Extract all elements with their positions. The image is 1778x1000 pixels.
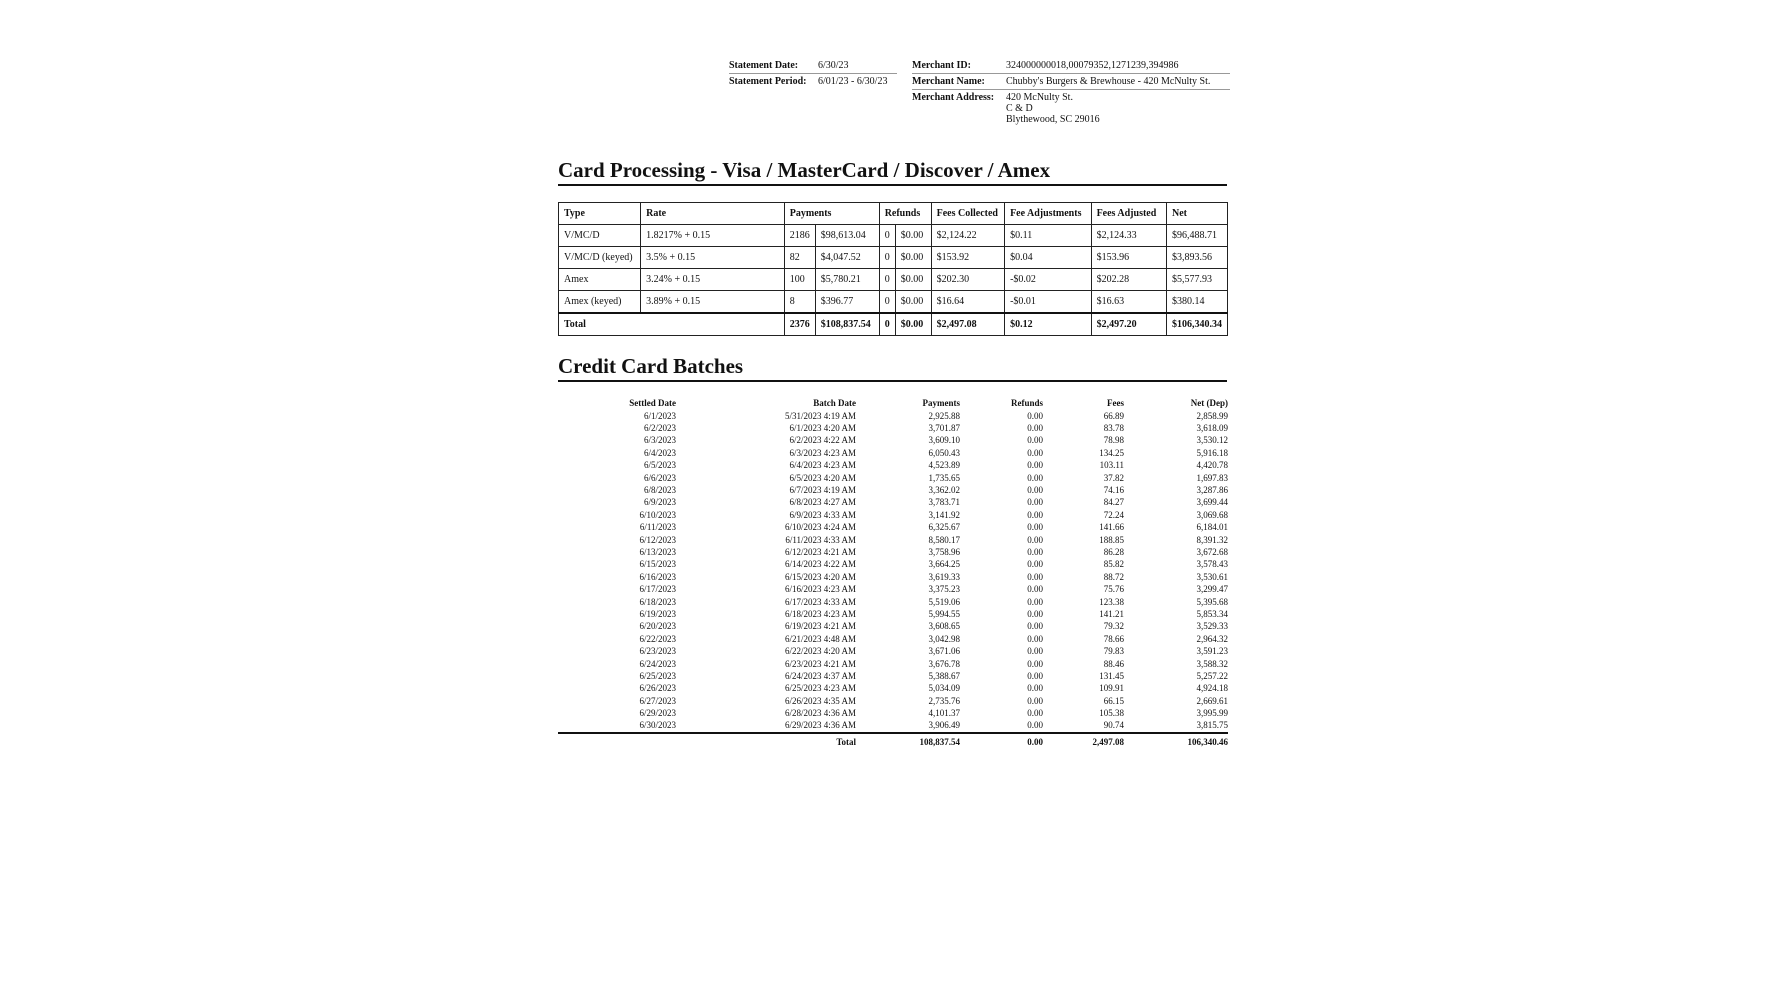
table-row <box>558 695 1228 707</box>
table-cell-settled-date: 6/24/2023 <box>639 658 676 669</box>
table-cell-refunds: 0.00 <box>1027 534 1043 545</box>
table-cell-net: $3,893.56 <box>1166 247 1227 269</box>
merchant-address-value <box>1006 92 1230 125</box>
table-cell-payments: 1,735.65 <box>928 472 960 483</box>
table-row <box>558 435 1228 447</box>
table-cell-net-dep: 3,530.61 <box>1196 571 1228 582</box>
total-cell-batch-date: Total <box>676 733 856 748</box>
table-row <box>558 720 1228 733</box>
table-row <box>558 633 1228 645</box>
column-header: Refunds <box>879 203 931 225</box>
table-cell-fees: 88.72 <box>1103 571 1124 582</box>
table-cell-rate: 1.8217% + 0.15 <box>641 225 785 247</box>
merchant-id-row <box>912 58 1230 74</box>
table-cell-batch-date: 6/11/2023 4:33 AM <box>785 534 856 545</box>
table-row <box>558 645 1228 657</box>
table-row <box>558 608 1228 620</box>
table-cell-net-dep: 2,964.32 <box>1196 633 1228 644</box>
column-header: Batch Date <box>813 398 856 408</box>
table-cell-payments: 6,050.43 <box>928 447 960 458</box>
table-cell-payments: 3,362.02 <box>928 485 960 496</box>
merchant-address-label: Merchant Address: <box>912 92 995 103</box>
table-cell-net-dep: 3,530.12 <box>1196 435 1228 446</box>
table-row <box>558 522 1228 534</box>
table-cell-batch-date: 6/24/2023 4:37 AM <box>784 670 856 681</box>
merchant-id-value: 324000000018,00079352,1271239,394986 <box>1006 60 1179 71</box>
table-cell-settled-date: 6/2/2023 <box>643 423 676 434</box>
table-cell-fees-collected: $153.92 <box>931 247 1004 269</box>
table-cell-ref-amount: $0.00 <box>895 225 931 247</box>
table-cell-net-dep: 1,697.83 <box>1196 472 1228 483</box>
table-cell-refunds: 0.00 <box>1027 608 1043 619</box>
table-cell-refunds: 0.00 <box>1027 584 1043 595</box>
table-cell-settled-date: 6/6/2023 <box>643 472 676 483</box>
table-cell-settled-date: 6/22/2023 <box>639 633 676 644</box>
merchant-address-row <box>912 90 1230 127</box>
column-header: Type <box>559 203 641 225</box>
table-cell-payments: 5,388.67 <box>928 670 960 681</box>
merchant-address-line: 420 McNulty St. <box>1006 92 1073 103</box>
table-cell-payments: 4,523.89 <box>928 460 960 471</box>
table-cell-type: Amex (keyed) <box>559 291 641 314</box>
table-cell-net-dep: 5,257.22 <box>1196 670 1228 681</box>
table-cell-payments: 3,619.33 <box>928 571 960 582</box>
table-header-row <box>558 398 1228 410</box>
table-cell-net-dep: 8,391.32 <box>1196 534 1228 545</box>
table-cell-fees-adjusted: $153.96 <box>1091 247 1166 269</box>
table-cell-fees: 83.78 <box>1103 423 1124 434</box>
table-cell-fees: 131.45 <box>1099 670 1124 681</box>
table-cell-fees: 75.76 <box>1103 584 1124 595</box>
table-cell-payments: 3,701.87 <box>928 423 960 434</box>
table-cell-settled-date: 6/5/2023 <box>643 460 676 471</box>
total-cell-fee-adjustments: $0.12 <box>1005 313 1091 336</box>
table-cell-payments: 6,325.67 <box>928 522 960 533</box>
table-cell-pay-amount: $98,613.04 <box>815 225 879 247</box>
table-cell-net-dep: 4,924.18 <box>1196 683 1228 694</box>
table-cell-net-dep: 3,591.23 <box>1196 646 1228 657</box>
table-cell-ref-amount: $0.00 <box>895 247 931 269</box>
table-cell-fees-collected: $202.30 <box>931 269 1004 291</box>
credit-card-batches-title: Credit Card Batches <box>558 354 1227 382</box>
table-cell-fees: 123.38 <box>1099 596 1124 607</box>
table-cell-rate: 3.89% + 0.15 <box>641 291 785 314</box>
table-cell-refunds: 0.00 <box>1027 670 1043 681</box>
table-cell-net-dep: 3,815.75 <box>1196 720 1228 731</box>
table-cell-net-dep: 2,858.99 <box>1196 410 1228 421</box>
table-cell-refunds: 0.00 <box>1027 559 1043 570</box>
total-label: Total <box>559 313 785 336</box>
table-cell-fees: 88.46 <box>1103 658 1124 669</box>
table-cell-fees: 141.21 <box>1099 608 1124 619</box>
table-row <box>558 596 1228 608</box>
table-row <box>558 583 1228 595</box>
table-cell-net-dep: 3,618.09 <box>1196 423 1228 434</box>
statement-info <box>729 58 897 89</box>
table-cell-batch-date: 6/29/2023 4:36 AM <box>784 720 856 731</box>
table-row <box>558 497 1228 509</box>
table-cell-fees: 105.38 <box>1099 708 1124 719</box>
table-cell-payments: 3,758.96 <box>928 546 960 557</box>
card-processing-table <box>558 202 1228 336</box>
table-cell-fees: 79.83 <box>1103 646 1124 657</box>
card-processing-title: Card Processing - Visa / MasterCard / Discover / Amex <box>558 158 1227 186</box>
table-row <box>558 621 1228 633</box>
table-cell-settled-date: 6/16/2023 <box>639 571 676 582</box>
table-cell-refunds: 0.00 <box>1027 683 1043 694</box>
table-row <box>558 571 1228 583</box>
table-cell-payments: 3,906.49 <box>928 720 960 731</box>
table-cell-refunds: 0.00 <box>1027 435 1043 446</box>
table-cell-fees-adjusted: $202.28 <box>1091 269 1166 291</box>
table-cell-batch-date: 6/17/2023 4:33 AM <box>784 596 856 607</box>
total-cell-pay-amount: $108,837.54 <box>815 313 879 336</box>
table-row <box>558 707 1228 719</box>
table-cell-net-dep: 3,699.44 <box>1196 497 1228 508</box>
column-header: Payments <box>922 398 960 408</box>
table-row <box>558 546 1228 558</box>
table-cell-settled-date: 6/25/2023 <box>639 670 676 681</box>
table-cell-refunds: 0.00 <box>1027 546 1043 557</box>
column-header: Fees Collected <box>931 203 1004 225</box>
table-cell-ref-count: 0 <box>879 225 895 247</box>
table-cell-type: Amex <box>559 269 641 291</box>
table-cell-fees-collected: $2,124.22 <box>931 225 1004 247</box>
column-header: Fee Adjustments <box>1005 203 1091 225</box>
table-cell-net-dep: 3,529.33 <box>1196 621 1228 632</box>
table-cell-net: $5,577.93 <box>1166 269 1227 291</box>
table-cell-refunds: 0.00 <box>1027 658 1043 669</box>
table-cell-batch-date: 6/21/2023 4:48 AM <box>784 633 856 644</box>
table-cell-batch-date: 6/18/2023 4:23 AM <box>784 608 856 619</box>
table-cell-net-dep: 5,916.18 <box>1196 447 1228 458</box>
total-cell-net-dep: 106,340.46 <box>1124 733 1228 748</box>
table-row <box>558 658 1228 670</box>
table-cell-payments: 3,609.10 <box>928 435 960 446</box>
total-cell-ref-count: 0 <box>879 313 895 336</box>
table-cell-settled-date: 6/19/2023 <box>639 608 676 619</box>
table-cell-batch-date: 5/31/2023 4:19 AM <box>784 410 856 421</box>
table-row <box>559 247 1228 269</box>
table-cell-fees: 66.15 <box>1103 695 1124 706</box>
table-cell-fees: 86.28 <box>1103 546 1124 557</box>
total-cell-pay-count: 2376 <box>784 313 815 336</box>
table-cell-settled-date: 6/11/2023 <box>639 522 676 533</box>
table-cell-batch-date: 6/15/2023 4:20 AM <box>784 571 856 582</box>
table-cell-ref-count: 0 <box>879 291 895 314</box>
table-cell-settled-date: 6/1/2023 <box>643 410 676 421</box>
table-cell-fees: 141.66 <box>1099 522 1124 533</box>
table-cell-settled-date: 6/13/2023 <box>639 546 676 557</box>
merchant-name-label: Merchant Name: <box>912 76 985 87</box>
table-cell-batch-date: 6/5/2023 4:20 AM <box>789 472 856 483</box>
table-cell-settled-date: 6/10/2023 <box>639 509 676 520</box>
statement-date-label: Statement Date: <box>729 60 799 71</box>
table-cell-batch-date: 6/23/2023 4:21 AM <box>784 658 856 669</box>
table-cell-settled-date: 6/12/2023 <box>639 534 676 545</box>
merchant-address-line: C & D <box>1006 103 1033 114</box>
table-cell-settled-date: 6/29/2023 <box>639 708 676 719</box>
table-cell-refunds: 0.00 <box>1027 708 1043 719</box>
column-header: Settled Date <box>629 398 676 408</box>
table-total-row <box>559 313 1228 336</box>
table-cell-settled-date: 6/3/2023 <box>643 435 676 446</box>
table-row <box>559 269 1228 291</box>
table-cell-net-dep: 6,184.01 <box>1196 522 1228 533</box>
table-cell-pay-amount: $5,780.21 <box>815 269 879 291</box>
table-cell-net-dep: 3,995.99 <box>1196 708 1228 719</box>
table-cell-batch-date: 6/3/2023 4:23 AM <box>789 447 856 458</box>
table-cell-refunds: 0.00 <box>1027 720 1043 731</box>
table-cell-fees: 74.16 <box>1103 485 1124 496</box>
table-cell-payments: 3,042.98 <box>928 633 960 644</box>
table-cell-batch-date: 6/9/2023 4:33 AM <box>789 509 856 520</box>
table-row <box>558 472 1228 484</box>
table-cell-fees: 72.24 <box>1103 509 1124 520</box>
table-cell-pay-count: 8 <box>784 291 815 314</box>
table-cell-pay-amount: $4,047.52 <box>815 247 879 269</box>
table-cell-batch-date: 6/1/2023 4:20 AM <box>789 423 856 434</box>
table-cell-net-dep: 5,395.68 <box>1196 596 1228 607</box>
table-cell-fees: 78.66 <box>1103 633 1124 644</box>
table-cell-pay-count: 100 <box>784 269 815 291</box>
table-cell-ref-amount: $0.00 <box>895 269 931 291</box>
table-cell-refunds: 0.00 <box>1027 571 1043 582</box>
table-row <box>559 225 1228 247</box>
table-cell-settled-date: 6/27/2023 <box>639 695 676 706</box>
table-cell-batch-date: 6/26/2023 4:35 AM <box>784 695 856 706</box>
table-cell-batch-date: 6/12/2023 4:21 AM <box>784 546 856 557</box>
table-cell-refunds: 0.00 <box>1027 596 1043 607</box>
table-cell-pay-amount: $396.77 <box>815 291 879 314</box>
total-cell-fees-collected: $2,497.08 <box>931 313 1004 336</box>
statement-date-value: 6/30/23 <box>818 60 849 71</box>
statement-period-value: 6/01/23 - 6/30/23 <box>818 76 888 87</box>
table-cell-payments: 3,375.23 <box>928 584 960 595</box>
table-cell-type: V/MC/D <box>559 225 641 247</box>
table-cell-fees: 134.25 <box>1099 447 1124 458</box>
column-header: Net (Dep) <box>1190 398 1228 408</box>
column-header: Net <box>1166 203 1227 225</box>
table-cell-fees: 109.91 <box>1099 683 1124 694</box>
table-cell-type: V/MC/D (keyed) <box>559 247 641 269</box>
table-cell-fees: 79.32 <box>1103 621 1124 632</box>
column-header: Fees <box>1107 398 1124 408</box>
table-cell-net-dep: 3,287.86 <box>1196 485 1228 496</box>
table-row <box>558 670 1228 682</box>
statement-period-row <box>729 74 897 89</box>
table-cell-refunds: 0.00 <box>1027 646 1043 657</box>
table-cell-net-dep: 5,853.34 <box>1196 608 1228 619</box>
table-row <box>559 291 1228 314</box>
table-cell-payments: 8,580.17 <box>928 534 960 545</box>
table-cell-payments: 3,608.65 <box>928 621 960 632</box>
table-row <box>558 509 1228 521</box>
table-cell-net-dep: 3,672.68 <box>1196 546 1228 557</box>
table-cell-fees: 78.98 <box>1103 435 1124 446</box>
column-header: Refunds <box>1010 398 1043 408</box>
table-cell-settled-date: 6/15/2023 <box>639 559 676 570</box>
table-row <box>558 484 1228 496</box>
table-cell-batch-date: 6/28/2023 4:36 AM <box>784 708 856 719</box>
table-cell-ref-count: 0 <box>879 247 895 269</box>
table-cell-refunds: 0.00 <box>1027 633 1043 644</box>
table-cell-batch-date: 6/19/2023 4:21 AM <box>784 621 856 632</box>
table-cell-fees: 103.11 <box>1099 460 1124 471</box>
table-cell-batch-date: 6/16/2023 4:23 AM <box>784 584 856 595</box>
table-cell-payments: 3,664.25 <box>928 559 960 570</box>
table-cell-refunds: 0.00 <box>1027 497 1043 508</box>
table-cell-fees-adjusted: $16.63 <box>1091 291 1166 314</box>
table-cell-batch-date: 6/2/2023 4:22 AM <box>789 435 856 446</box>
table-cell-settled-date: 6/20/2023 <box>639 621 676 632</box>
table-cell-refunds: 0.00 <box>1027 410 1043 421</box>
table-cell-refunds: 0.00 <box>1027 472 1043 483</box>
table-total-row <box>558 733 1228 748</box>
merchant-id-label: Merchant ID: <box>912 60 971 71</box>
table-cell-fees-adjusted: $2,124.33 <box>1091 225 1166 247</box>
table-cell-net-dep: 3,578.43 <box>1196 559 1228 570</box>
table-cell-batch-date: 6/4/2023 4:23 AM <box>789 460 856 471</box>
table-cell-payments: 4,101.37 <box>928 708 960 719</box>
table-cell-fees-collected: $16.64 <box>931 291 1004 314</box>
table-cell-refunds: 0.00 <box>1027 447 1043 458</box>
credit-card-batches-table <box>558 398 1228 749</box>
table-cell-ref-amount: $0.00 <box>895 291 931 314</box>
table-cell-batch-date: 6/10/2023 4:24 AM <box>784 522 856 533</box>
table-cell-settled-date: 6/4/2023 <box>643 447 676 458</box>
table-cell-settled-date: 6/18/2023 <box>639 596 676 607</box>
table-cell-net-dep: 2,669.61 <box>1196 695 1228 706</box>
table-cell-fees: 37.82 <box>1103 472 1124 483</box>
table-cell-batch-date: 6/14/2023 4:22 AM <box>784 559 856 570</box>
table-row <box>558 460 1228 472</box>
table-cell-payments: 3,141.92 <box>928 509 960 520</box>
table-cell-net-dep: 4,420.78 <box>1196 460 1228 471</box>
column-header: Rate <box>641 203 785 225</box>
table-cell-payments: 5,034.09 <box>928 683 960 694</box>
total-cell-payments: 108,837.54 <box>856 733 960 748</box>
table-cell-fees: 66.89 <box>1103 410 1124 421</box>
column-header: Payments <box>784 203 879 225</box>
table-cell-fees: 85.82 <box>1103 559 1124 570</box>
table-cell-rate: 3.5% + 0.15 <box>641 247 785 269</box>
table-cell-batch-date: 6/7/2023 4:19 AM <box>789 485 856 496</box>
table-cell-refunds: 0.00 <box>1027 695 1043 706</box>
total-cell-refunds: 0.00 <box>960 733 1043 748</box>
statement-date-row <box>729 58 897 74</box>
table-cell-net-dep: 3,299.47 <box>1196 584 1228 595</box>
table-cell-batch-date: 6/8/2023 4:27 AM <box>789 497 856 508</box>
table-cell-refunds: 0.00 <box>1027 509 1043 520</box>
table-cell-refunds: 0.00 <box>1027 423 1043 434</box>
table-cell-batch-date: 6/22/2023 4:20 AM <box>784 646 856 657</box>
table-cell-payments: 3,676.78 <box>928 658 960 669</box>
total-cell-net: $106,340.34 <box>1166 313 1227 336</box>
table-cell-payments: 3,783.71 <box>928 497 960 508</box>
table-cell-payments: 5,994.55 <box>928 608 960 619</box>
merchant-name-value: Chubby's Burgers & Brewhouse - 420 McNulty St. <box>1006 76 1211 87</box>
table-row <box>558 422 1228 434</box>
total-cell-fees: 2,497.08 <box>1043 733 1124 748</box>
table-cell-refunds: 0.00 <box>1027 485 1043 496</box>
column-header: Fees Adjusted <box>1091 203 1166 225</box>
table-row <box>558 447 1228 459</box>
table-cell-payments: 3,671.06 <box>928 646 960 657</box>
table-cell-refunds: 0.00 <box>1027 460 1043 471</box>
table-cell-settled-date: 6/30/2023 <box>639 720 676 731</box>
merchant-info <box>912 58 1230 127</box>
merchant-address-line: Blythewood, SC 29016 <box>1006 114 1100 125</box>
table-cell-payments: 2,925.88 <box>928 410 960 421</box>
table-cell-batch-date: 6/25/2023 4:23 AM <box>784 683 856 694</box>
table-row <box>558 534 1228 546</box>
table-cell-net: $96,488.71 <box>1166 225 1227 247</box>
table-row <box>558 559 1228 571</box>
statement-period-label: Statement Period: <box>729 76 807 87</box>
table-cell-fees: 84.27 <box>1103 497 1124 508</box>
total-cell-fees-adjusted: $2,497.20 <box>1091 313 1166 336</box>
table-cell-net-dep: 3,069.68 <box>1196 509 1228 520</box>
table-cell-payments: 5,519.06 <box>928 596 960 607</box>
table-cell-settled-date: 6/23/2023 <box>639 646 676 657</box>
table-cell-settled-date: 6/8/2023 <box>643 485 676 496</box>
table-cell-net-dep: 3,588.32 <box>1196 658 1228 669</box>
table-cell-refunds: 0.00 <box>1027 522 1043 533</box>
table-cell-pay-count: 82 <box>784 247 815 269</box>
table-cell-settled-date: 6/17/2023 <box>639 584 676 595</box>
table-cell-fee-adjustments: -$0.01 <box>1005 291 1091 314</box>
merchant-name-row <box>912 74 1230 90</box>
table-cell-pay-count: 2186 <box>784 225 815 247</box>
table-cell-fees: 188.85 <box>1099 534 1124 545</box>
table-cell-rate: 3.24% + 0.15 <box>641 269 785 291</box>
total-cell-settled-date <box>558 733 676 748</box>
table-cell-fee-adjustments: $0.04 <box>1005 247 1091 269</box>
table-cell-settled-date: 6/26/2023 <box>639 683 676 694</box>
table-cell-fee-adjustments: $0.11 <box>1005 225 1091 247</box>
table-cell-ref-count: 0 <box>879 269 895 291</box>
table-cell-net: $380.14 <box>1166 291 1227 314</box>
table-row <box>558 410 1228 422</box>
table-cell-refunds: 0.00 <box>1027 621 1043 632</box>
table-cell-fees: 90.74 <box>1103 720 1124 731</box>
total-cell-ref-amount: $0.00 <box>895 313 931 336</box>
table-cell-settled-date: 6/9/2023 <box>643 497 676 508</box>
table-cell-fee-adjustments: -$0.02 <box>1005 269 1091 291</box>
table-cell-payments: 2,735.76 <box>928 695 960 706</box>
table-header-row <box>559 203 1228 225</box>
table-row <box>558 683 1228 695</box>
